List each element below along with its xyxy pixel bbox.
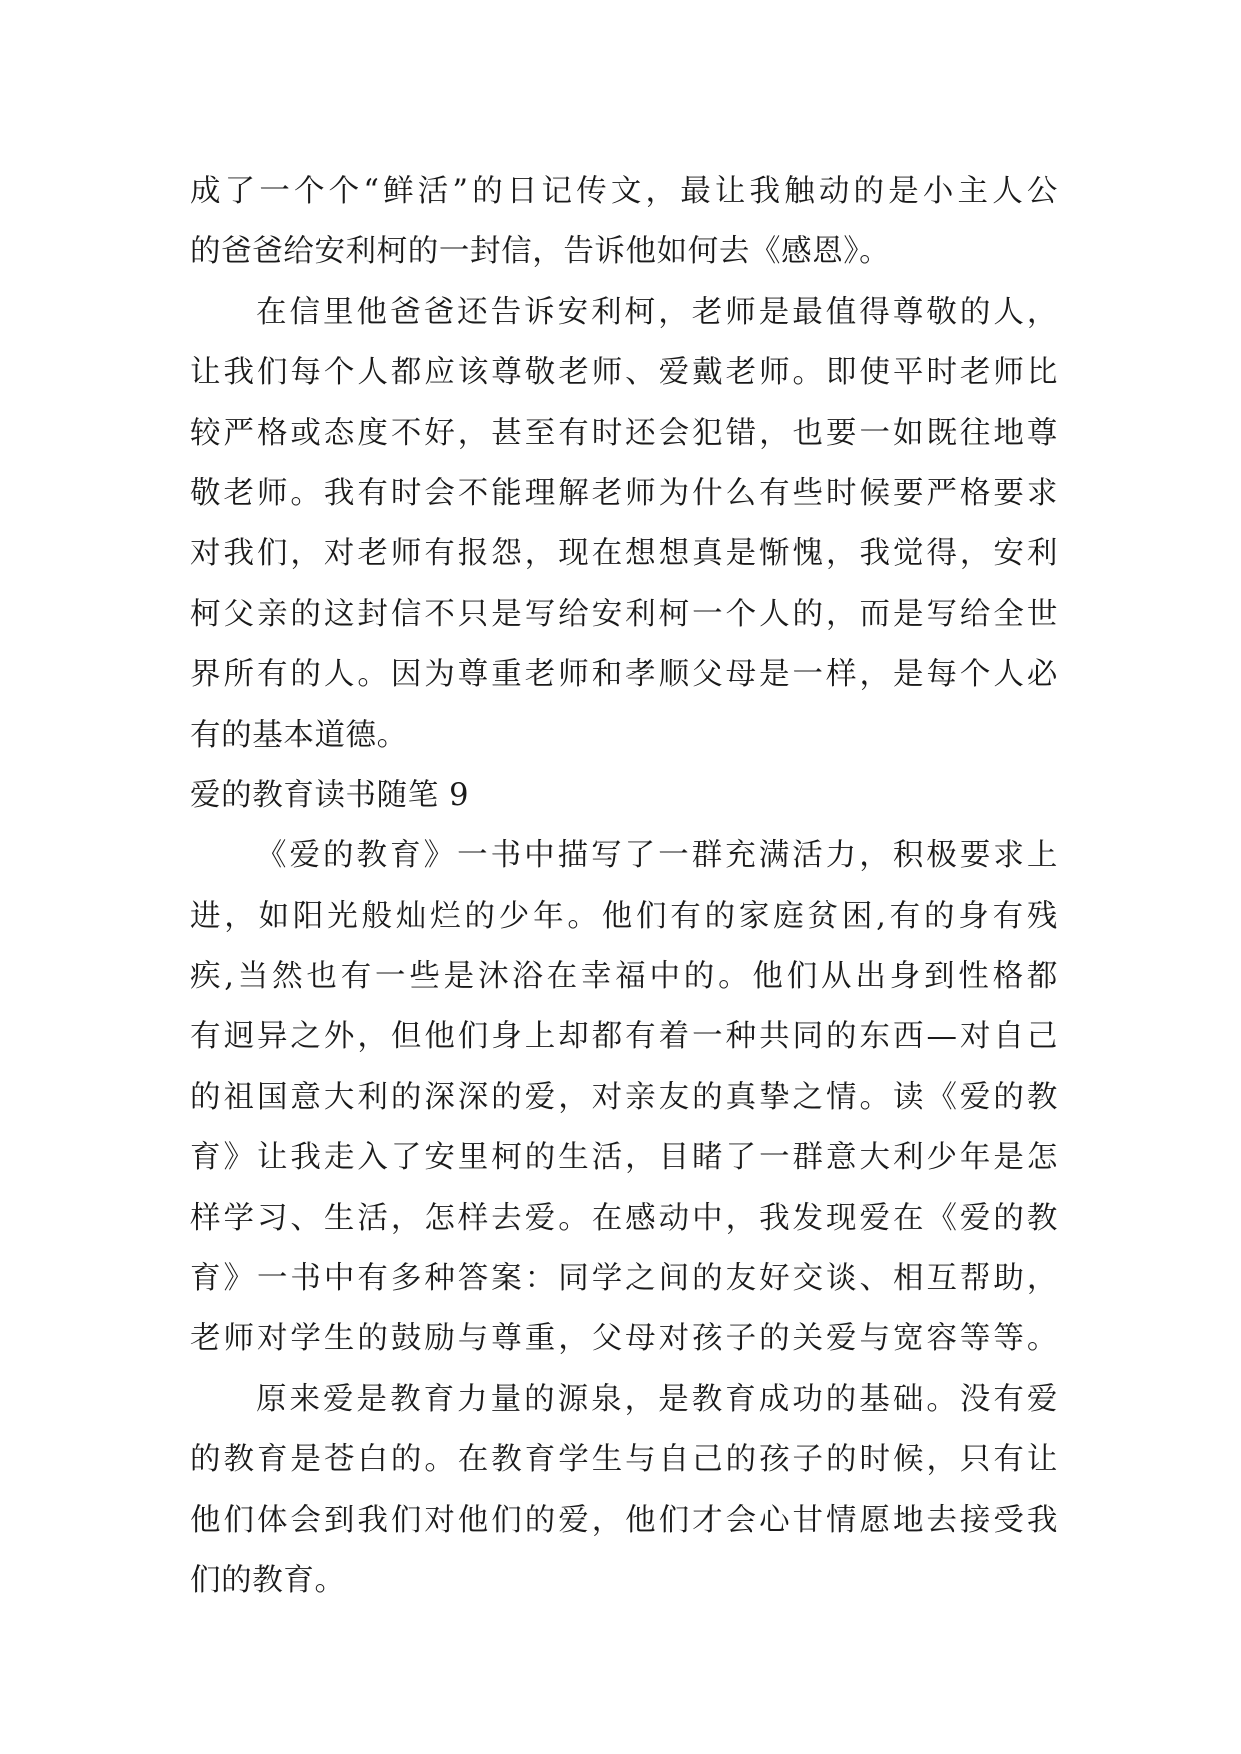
paragraph-4 [190, 1370, 1058, 1612]
text-line: 的祖国意大利的深深的爱，对亲友的真挚之情。读《爱的教 [190, 1079, 1058, 1115]
text-line: 的教育是苍白的。在教育学生与自己的孩子的时候，只有让 [190, 1442, 1058, 1478]
text-line: 育》一书中有多种答案：同学之间的友好交谈、相互帮助， [190, 1261, 1058, 1297]
paragraph-1 [190, 162, 1058, 283]
text-line: 让我们每个人都应该尊敬老师、爱戴老师。即使平时老师比 [190, 355, 1058, 391]
text-line: 的爸爸给安利柯的一封信，告诉他如何去《感恩》。 [190, 234, 891, 270]
text-line: 们的教育。 [190, 1562, 346, 1598]
text-line: 育》让我走入了安里柯的生活，目睹了一群意大利少年是怎 [190, 1140, 1058, 1176]
text-line: 原来爱是教育力量的源泉，是教育成功的基础。没有爱 [256, 1381, 1058, 1417]
section-heading: 爱的教育读书随笔 9 [190, 777, 470, 813]
paragraph-3 [190, 826, 1058, 1370]
text-line: 老师对学生的鼓励与尊重，父母对孩子的关爱与宽容等等。 [190, 1321, 1058, 1357]
text-line: 在信里他爸爸还告诉安利柯，老师是最值得尊敬的人， [256, 294, 1058, 330]
text-line: 界所有的人。因为尊重老师和孝顺父母是一样，是每个人必 [190, 657, 1058, 693]
text-line: 《爱的教育》一书中描写了一群充满活力，积极要求上 [256, 838, 1058, 874]
text-line: 较严格或态度不好，甚至有时还会犯错，也要一如既往地尊 [190, 415, 1058, 451]
text-line: 成了一个个“鲜活”的日记传文，最让我触动的是小主人公 [190, 174, 1058, 209]
text-line: 敬老师。我有时会不能理解老师为什么有些时候要严格要求 [190, 475, 1058, 511]
text-line: 对我们，对老师有报怨，现在想想真是惭愧，我觉得，安利 [190, 536, 1058, 572]
document-body [190, 162, 1058, 1611]
text-line: 样学习、生活，怎样去爱。在感动中，我发现爱在《爱的教 [190, 1200, 1058, 1236]
text-line: 进，如阳光般灿烂的少年。他们有的家庭贫困,有的身有残 [190, 898, 1058, 934]
text-line: 柯父亲的这封信不只是写给安利柯一个人的，而是写给全世 [190, 596, 1058, 632]
text-line: 疾,当然也有一些是沐浴在幸福中的。他们从出身到性格都 [190, 959, 1058, 995]
text-line: 有迥异之外，但他们身上却都有着一种共同的东西—对自己 [190, 1019, 1058, 1055]
paragraph-2 [190, 283, 1058, 766]
text-line: 有的基本道德。 [190, 717, 408, 753]
text-line: 他们体会到我们对他们的爱，他们才会心甘情愿地去接受我 [190, 1502, 1058, 1538]
